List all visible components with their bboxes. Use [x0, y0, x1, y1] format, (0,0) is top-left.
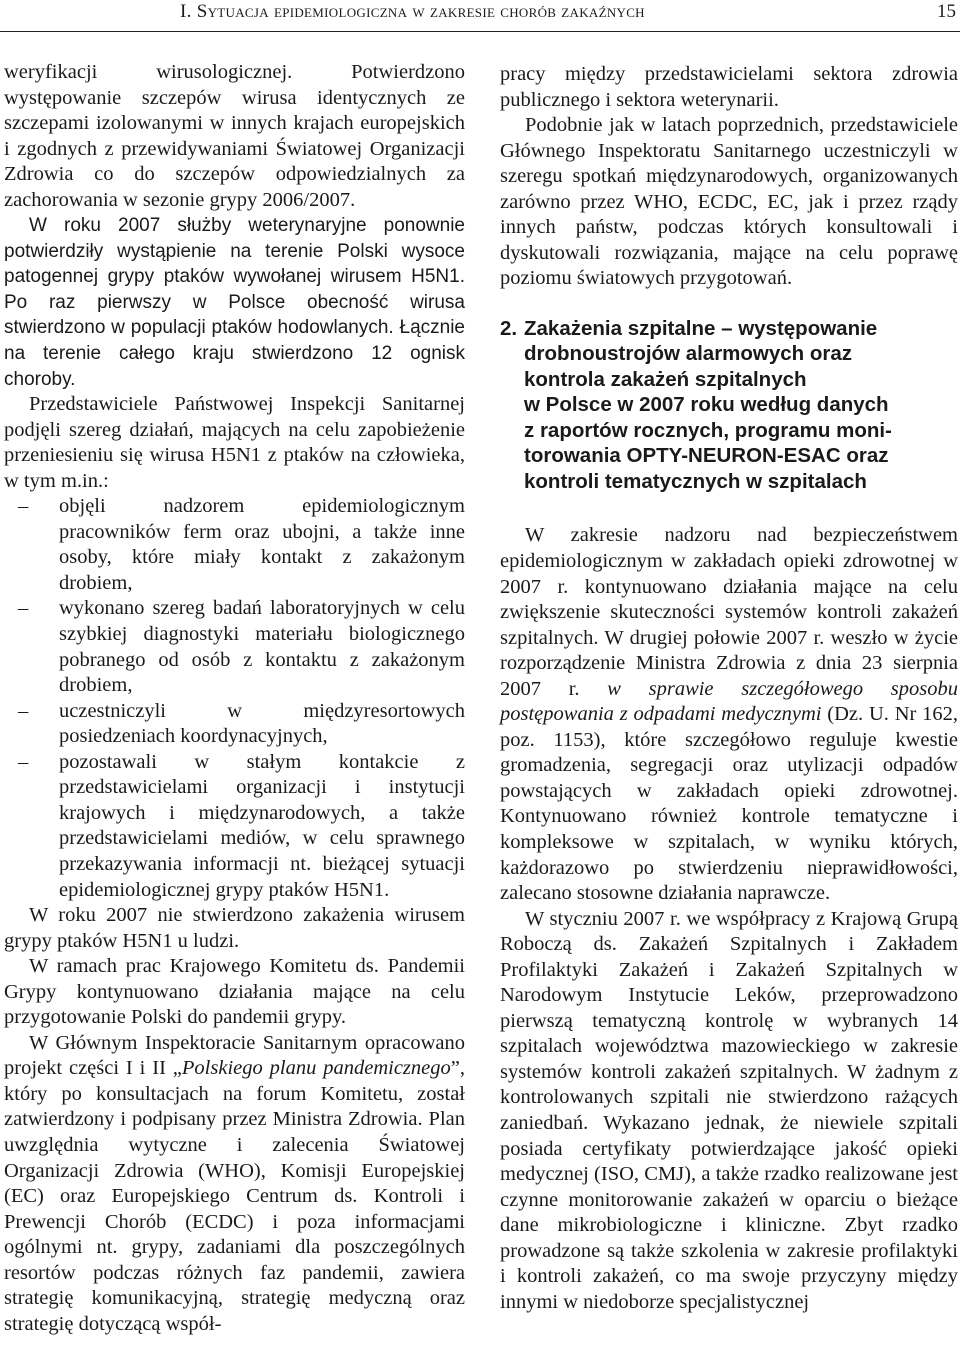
paragraph-thematic-inspection: W styczniu 2007 r. we współpracy z Krajową Grupą Roboczą ds. Zakażeń Szpitalnych i Zakładem Profilaktyki Zakażeń i Zakażeń Szpitalnych w Narodowym Instytucie Leków, przeprowadzono pierwszą tematyczną kontrolę w wybranych 14 szpitalach województwa mazowieckiego w zakresie systemów kontroli zakażeń szpitalnych. W żadnym z kontrolowanych szpitali nie stwierdzono rażących zaniedbań. Wykazano jednak, że niewiele szpitali posiada certyfikaty potwierdzające jakość opieki medycznej (ISO, CMJ), a także rzadko realizowane jest czynne monitorowanie zakażeń w oparciu o bieżące dane mikrobiologiczne i kliniczne. Zbyt rzadko prowadzone są także szkolenia w zakresie profilaktyki i kontroli zakażeń, co ma swoje przyczyny między innymi w niedoborze specjalistycznej [500, 907, 958, 1313]
paragraph-cooperation: pracy między przedstawicielami sektora zdrowia publicznego i sektora weterynarii. [500, 63, 958, 111]
running-title: I. Sytuacja epidemiologiczna w zakresie chorób zakaźnych [180, 1, 645, 22]
bullet-dash: – [18, 699, 29, 722]
bullet-dash: – [18, 495, 29, 518]
actions-list [4, 494, 465, 903]
right-column [500, 62, 958, 1315]
paragraph-sanitary-actions: Przedstawiciele Państwowej Inspekcji Sanitarnej podjęli szereg działań, mających na celu zapobieżenie przeniesieniu się wirusa H5N1 z ptaków na człowieka, w tym m.in.: [4, 393, 465, 492]
paragraph-h5n1-poultry: W roku 2007 służby weterynaryjne ponownie potwierdziły wystąpienie na terenie Polski wysoce patogennej grypy ptaków wywołanej wirusem H5N1. Po raz pierwszy w Polsce obecność wirusa stwierdzono w populacji ptaków hodowlanych. Łącznie na terenie całego kraju stwierdzono 12 ognisk choroby. [4, 215, 465, 390]
list-item: – objęli nadzorem epidemiologicznym pracowników ferm oraz ubojni, a także inne osoby, które miały kontakt z zakażonym drobiem, [18, 495, 465, 594]
left-column [4, 60, 465, 1337]
paragraph-virology: weryfikacji wirusologicznej. Potwierdzono występowanie szczepów wirusa identycznych ze szczepami izolowanymi w innych krajach europejskich i zgodnych z przewidywaniami Światowej Organizacji Zdrowia co do szczepów odpowiedzialnych za zachorowania w sezonie grypy 2006/2007. [4, 61, 465, 211]
plan-title: Polskiego planu pandemicznego [181, 1057, 451, 1080]
list-item: – pozostawali w stałym kontakcie z przedstawicielami organizacji i instytucji krajowych i międzynarodowych, a także przedstawicielami mediów, w celu sprawnego przekazywania informacji nt. bieżącej sytuacji epidemiologicznej grypy ptaków H5N1. [18, 750, 465, 901]
page-header [0, 0, 960, 30]
section-number: 2. [500, 316, 518, 340]
paragraph-no-human-cases: W roku 2007 nie stwierdzono zakażenia wirusem grypy ptaków H5N1 u ludzi. [4, 904, 465, 952]
page-number: 15 [937, 1, 956, 22]
bullet-dash: – [18, 750, 29, 773]
bullet-dash: – [18, 597, 29, 620]
paragraph-international-meetings: Podobnie jak w latach poprzednich, przedstawiciele Głównego Inspektoratu Sanitarnego uczestniczyli w szeregu spotkań międzynarodowych, organizowanych zarówno przez WHO, ECDC, EC, jak i przez rządy innych państw, podczas których konsultowali i dyskutowali rozwiązania, mające na celu poprawę poziomu światowych przygotowań. [500, 114, 958, 290]
paragraph-pandemic-committee: W ramach prac Krajowego Komitetu ds. Pandemii Grypy kontynuowano działania mające na celu przygotowanie Polski do pandemii grypy. [4, 955, 465, 1029]
paragraph-hospital-infections: W zakresie nadzoru nad bezpieczeństwem epidemiologicznym w zakładach opieki zdrowotnej w 2007 r. kontynuowano działania mające na celu zwiększenie skuteczności systemów kontroli zakażeń szpitalnych. W drugiej połowie 2007 r. weszło w życie rozporządzenie Ministra Zdrowia z dnia 23 sierpnia 2007 r. w sprawie szczegółowego sposobu postępowania z odpadami medycznymi (Dz. U. Nr 162, poz. 1153), które szczegółowo reguluje kwestie gromadzenia, segregacji oraz utylizacji odpadów powstających w zakładach opieki zdrowotnej. Kontynuowano również kontrole tematyczne i kompleksowe w szpitalach, w wyniku których, każdorazowo po stwierdzeniu nieprawidłowości, zalecano stosowne działania naprawcze. [500, 524, 959, 905]
paragraph-pandemic-plan: W Głównym Inspektoracie Sanitarnym opracowano projekt części I i II „Polskiego planu pandemicznego”, który po konsultacjach na forum Komitetu, został zatwierdzony i podpisany przez Ministra Zdrowia. Plan uwzględnia wytyczne i zalecenia Światowej Organizacji Zdrowia (WHO), Komisji Europejskiej (EC) oraz Europejskiego Centrum ds. Kontroli i Prewencji Chorób (ECDC) i poza informacjami ogólnymi nt. grypy, zadaniami dla poszczególnych resortów podczas różnych faz pandemii, zawiera strategię komunikacyjną, strategię medyczną oraz strategię dotyczącą współ- [4, 1031, 465, 1335]
list-item: – uczestniczyli w międzyresortowych posiedzeniach koordynacyjnych, [18, 699, 465, 748]
header-rule [0, 31, 960, 32]
regulation-title: w sprawie szczegółowego sposobu postępowania z odpadami medycznymi [500, 677, 958, 726]
list-item: – wykonano szereg badań laboratoryjnych w celu szybkiej diagnostyki materiału biologicznego pobranego od osób z kontaktu z zakażonym drobiem, [18, 597, 465, 697]
section-heading: 2. Zakażenia szpitalne – występowanie drobnoustrojów alarmowych oraz kontrola zakażeń szpitalnych w Polsce w 2007 roku według danych z raportów rocznych, programu moni- torowania OPTY-NEURON-ESAC oraz kontroli tematycznych w szpitalach [500, 316, 892, 493]
